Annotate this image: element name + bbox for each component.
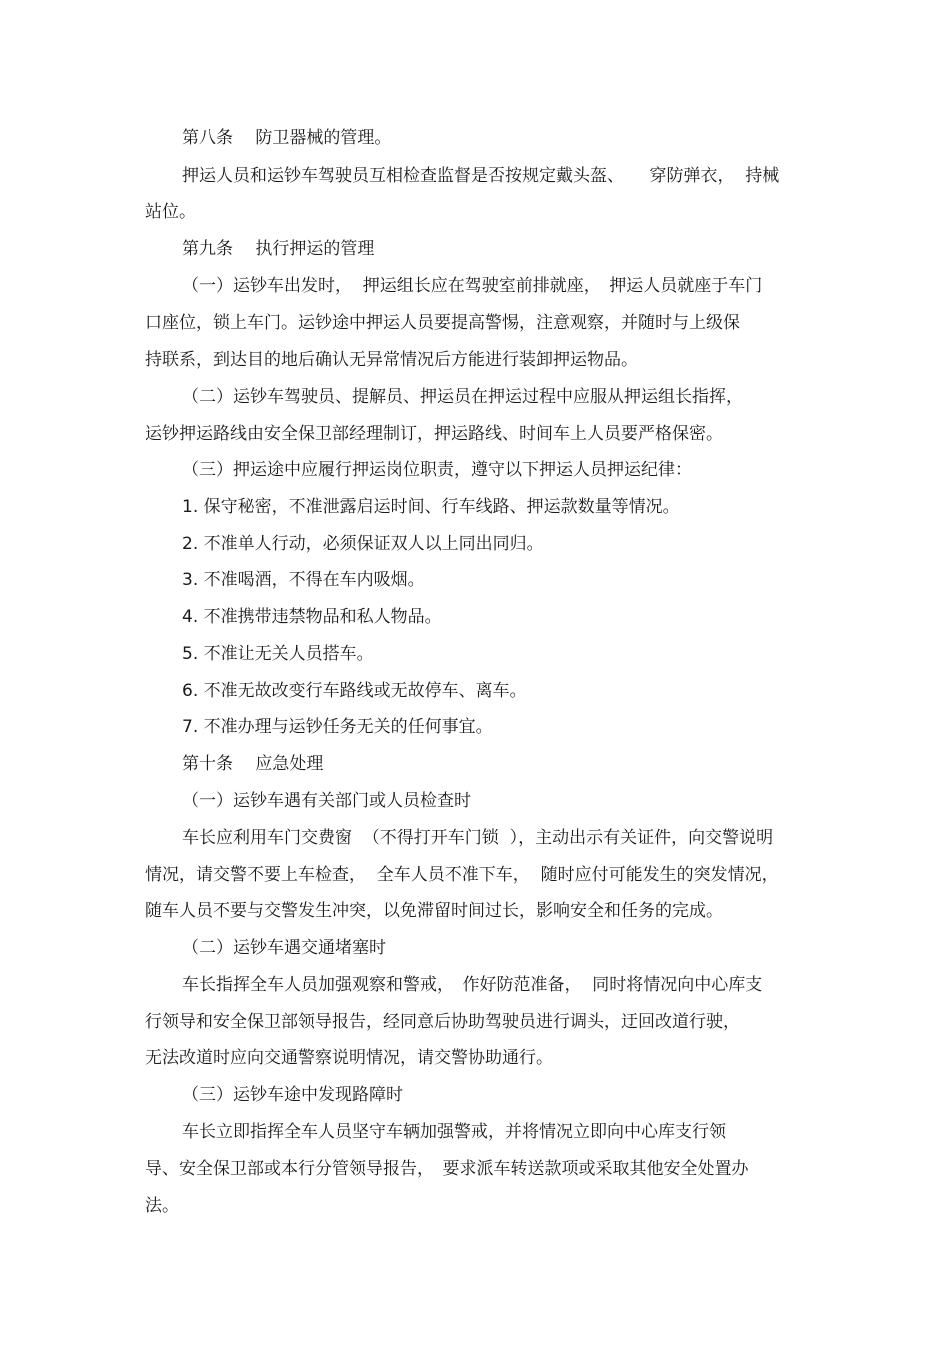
text-line: 行领导和安全保卫部领导报告，经同意后协助驾驶员进行调头，迂回改道行驶， xyxy=(145,1012,740,1032)
text-line: （二）运钞车驾驶员、提解员、押运员在押运过程中应服从押运组长指挥， xyxy=(182,387,743,407)
text-line: （一）运钞车出发时， 押运组长应在驾驶室前排就座， 押运人员就座于车门 xyxy=(182,276,763,296)
article-9-heading: 第九条 执行押运的管理 xyxy=(182,239,375,259)
list-item: 7. 不准办理与运钞任务无关的任何事宜。 xyxy=(182,717,493,737)
text-line: 车长应利用车门交费窗 （不得打开车门锁 ），主动出示有关证件，向交警说明 xyxy=(182,828,774,848)
text-line: 无法改道时应向交通警察说明情况，请交警协助通行。 xyxy=(145,1048,553,1068)
list-item: 1. 保守秘密，不准泄露启运时间、行车线路、押运款数量等情况。 xyxy=(182,497,680,517)
text-line: 押运人员和运钞车驾驶员互相检查监督是否按规定戴头盔、 穿防弹衣， 持械 xyxy=(182,166,780,186)
text-line: 随车人员不要与交警发生冲突，以免滞留时间过长，影响安全和任务的完成。 xyxy=(145,901,723,921)
list-item: 2. 不准单人行动，必须保证双人以上同出同归。 xyxy=(182,534,544,554)
text-line: 口座位，锁上车门。运钞途中押运人员要提高警惕，注意观察，并随时与上级保 xyxy=(145,313,740,333)
text-line: 车长指挥全车人员加强观察和警戒， 作好防范准备， 同时将情况向中心库支 xyxy=(182,975,763,995)
text-line: （三）运钞车途中发现路障时 xyxy=(182,1085,403,1105)
text-line: （一）运钞车遇有关部门或人员检查时 xyxy=(182,791,471,811)
text-line: 站位。 xyxy=(145,202,196,222)
list-item: 3. 不准喝酒，不得在车内吸烟。 xyxy=(182,570,425,590)
article-8-heading: 第八条 防卫器械的管理。 xyxy=(182,128,392,148)
list-item: 5. 不准让无关人员搭车。 xyxy=(182,644,374,664)
article-10-heading: 第十条 应急处理 xyxy=(182,754,324,774)
text-line: 情况，请交警不要上车检查， 全车人员不准下车， 随时应付可能发生的突发情况， xyxy=(145,865,779,885)
text-line: （三）押运途中应履行押运岗位职责，遵守以下押运人员押运纪律： xyxy=(182,460,692,480)
text-line: 法。 xyxy=(145,1196,179,1216)
text-line: 车长立即指挥全车人员坚守车辆加强警戒，并将情况立即向中心库支行领 xyxy=(182,1122,726,1142)
list-item: 6. 不准无故改变行车路线或无故停车、离车。 xyxy=(182,681,527,701)
list-item: 4. 不准携带违禁物品和私人物品。 xyxy=(182,607,442,627)
text-line: （二）运钞车遇交通堵塞时 xyxy=(182,938,386,958)
text-line: 运钞押运路线由安全保卫部经理制订，押运路线、时间车上人员要严格保密。 xyxy=(145,424,723,444)
text-line: 导、安全保卫部或本行分管领导报告， 要求派车转送款项或采取其他安全处置办 xyxy=(145,1159,749,1179)
text-line: 持联系，到达目的地后确认无异常情况后方能进行装卸押运物品。 xyxy=(145,350,638,370)
